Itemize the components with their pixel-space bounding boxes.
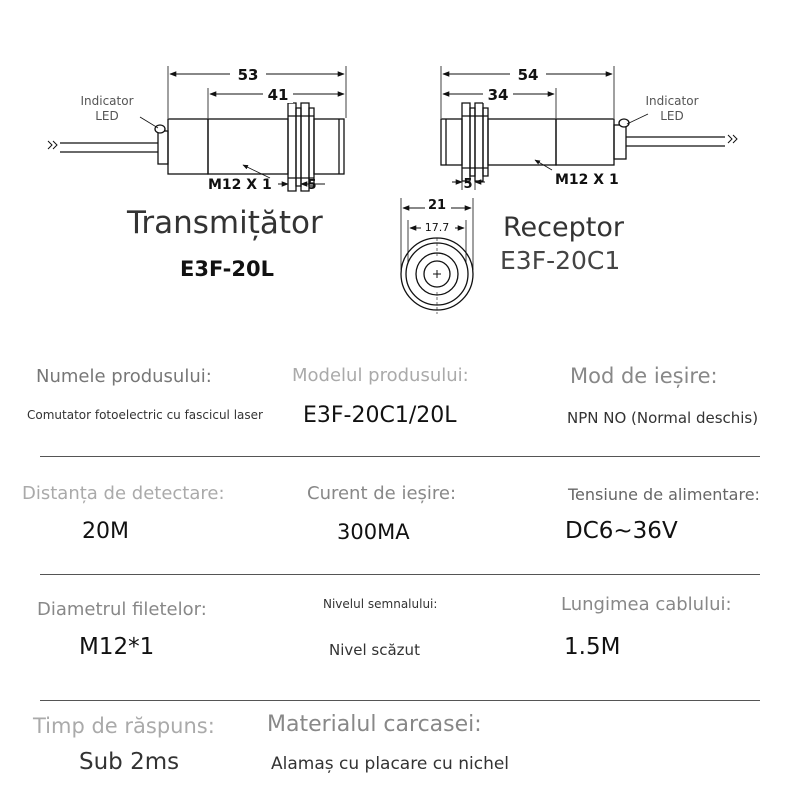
row-divider [40, 456, 760, 457]
spec-label-product-model: Modelul produsului: [292, 365, 469, 386]
spec-label-output-current: Curent de ieșire: [307, 483, 457, 504]
spec-label-product-name: Numele produsului: [36, 366, 212, 387]
spec-value-detection-distance: 20M [82, 519, 129, 544]
spec-value-response-time: Sub 2ms [79, 749, 180, 775]
spec-value-supply-voltage: DC6~36V [565, 518, 678, 544]
indicator-led-icon [619, 119, 629, 127]
spec-value-signal-level: Nivel scăzut [329, 641, 420, 659]
spec-value-thread-diameter: M12*1 [79, 634, 155, 660]
spec-value-housing-material: Alamaș cu placare cu nichel [271, 754, 510, 774]
receiver-thread-label: M12 X 1 [555, 172, 619, 188]
transmitter-thread-label: M12 X 1 [208, 177, 272, 193]
transmitter-dim-body: 41 [267, 86, 289, 104]
sensor-dimension-diagram [0, 0, 800, 340]
spec-value-product-model: E3F-20C1/20L [303, 403, 457, 428]
spec-label-detection-distance: Distanța de detectare: [22, 483, 225, 504]
row-divider [40, 700, 760, 701]
receiver-dim-nut: 5 [463, 177, 473, 192]
transmitter-dim-nut: 5 [307, 178, 317, 193]
transmitter-title: Transmițător [127, 205, 323, 241]
spec-label-signal-level: Nivelul semnalului: [323, 597, 438, 611]
receiver-dim-body: 34 [487, 86, 509, 104]
front-view-drawing [401, 198, 473, 314]
receiver-dim-total: 54 [517, 66, 539, 84]
spec-value-product-name: Comutator fotoelectric cu fascicul laser [27, 408, 263, 422]
spec-label-supply-voltage: Tensiune de alimentare: [568, 485, 760, 504]
receiver-led-label-line1: Indicator [645, 94, 699, 108]
spec-label-output-mode: Mod de ieșire: [570, 364, 718, 388]
spec-label-thread-diameter: Diametrul filetelor: [37, 599, 207, 620]
row-divider [40, 574, 760, 575]
transmitter-led-label-line1: Indicator [80, 94, 134, 108]
spec-label-response-time: Timp de răspuns: [33, 714, 215, 738]
transmitter-led-label-line2: LED [95, 109, 119, 123]
spec-value-output-current: 300MA [337, 520, 410, 544]
front-view-dim-outer: 21 [427, 198, 447, 213]
spec-label-housing-material: Materialul carcasei: [267, 712, 482, 737]
transmitter-model: E3F-20L [180, 257, 274, 281]
receiver-title: Receptor [503, 212, 624, 243]
front-view-dim-inner: 17.7 [424, 221, 450, 234]
transmitter-dim-total: 53 [237, 66, 259, 84]
spec-value-output-mode: NPN NO (Normal deschis) [567, 409, 759, 427]
indicator-led-icon [155, 125, 165, 133]
spec-label-cable-length: Lungimea cablului: [561, 594, 732, 615]
receiver-led-label-line2: LED [660, 109, 684, 123]
receiver-model: E3F-20C1 [500, 246, 621, 275]
transmitter-drawing [48, 66, 346, 191]
spec-value-cable-length: 1.5M [564, 634, 621, 660]
